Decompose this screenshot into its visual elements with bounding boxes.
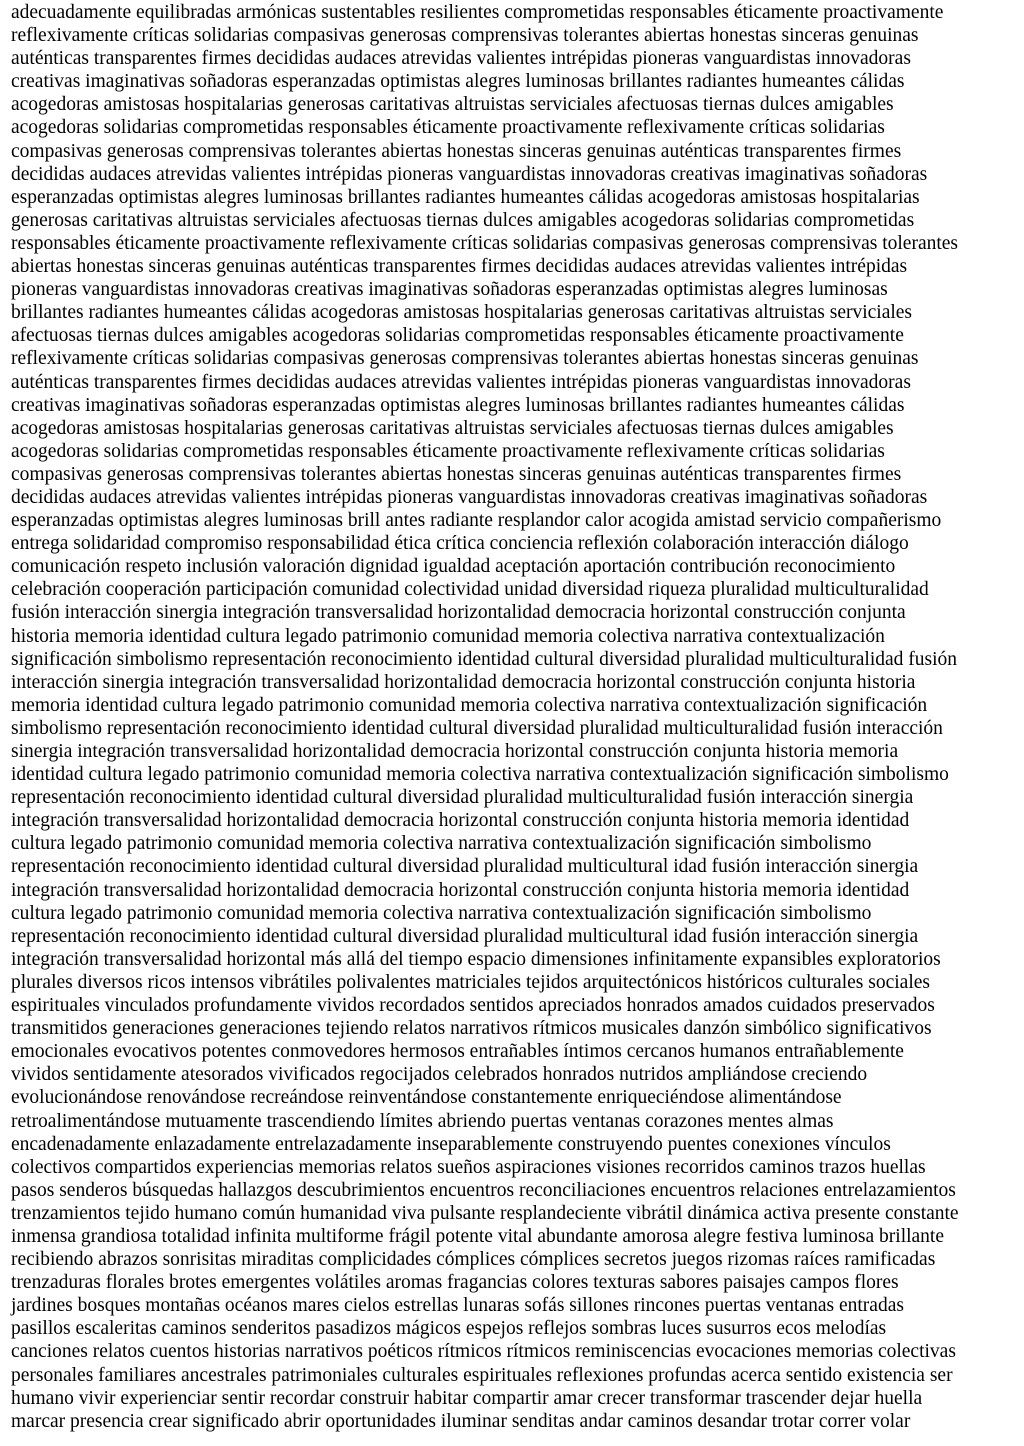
text-line: significación simbolismo representación reconocimiento identidad cultural diversidad pluralidad multiculturalidad fusión [11, 648, 958, 670]
text-line: representación reconocimiento identidad cultural diversidad pluralidad multicultural idad fusión interacción sinergia [11, 925, 919, 947]
text-line: emocionales evocativos potentes conmovedores hermosos entrañables íntimos cercanos humanos entrañablemente [11, 1041, 904, 1063]
text-line: adecuadamente equilibradas armónicas sustentables resilientes comprometidas responsables éticamente proactivamente [11, 2, 944, 23]
text-line: marcar presencia crear significado abrir oportunidades iluminar senditas andar caminos desandar trotar correr volar [11, 1410, 911, 1432]
text-line: trenzamientos tejido humano común humanidad viva pulsante resplandeciente vibrátil dinámica activa presente constante [11, 1202, 959, 1224]
text-line: colectivos compartidos experiencias memorias relatos sueños aspiraciones visiones recorridos caminos trazos huellas [11, 1156, 926, 1178]
text-line: esperanzadas optimistas alegres luminosas brill antes radiante resplandor calor acogida amistad servicio compañerismo [11, 510, 942, 532]
text-line: compasivas generosas comprensivas tolerantes abiertas honestas sinceras genuinas auténticas transparentes firmes [11, 463, 902, 485]
text-line: retroalimentándose mutuamente trascendiendo límites abriendo puertas ventanas corazones mentes almas [11, 1110, 834, 1132]
text-line: entrega solidaridad compromiso responsabilidad ética crítica conciencia reflexión colaboración interacción diálogo [11, 533, 909, 555]
text-line: auténticas transparentes firmes decididas audaces atrevidas valientes intrépidas pioneras vanguardistas innovadoras [11, 371, 911, 393]
text-line: fusión interacción sinergia integración transversalidad horizontalidad democracia horizontal construcción conjunta [11, 602, 906, 624]
text-line: decididas audaces atrevidas valientes intrépidas pioneras vanguardistas innovadoras creativas imaginativas soñadoras [11, 486, 928, 508]
text-line: compasivas generosas comprensivas tolerantes abiertas honestas sinceras genuinas auténticas transparentes firmes [11, 140, 902, 162]
text-line: interacción sinergia integración transversalidad horizontalidad democracia horizontal construcción conjunta historia [11, 671, 916, 693]
text-line: acogedoras solidarias comprometidas responsables éticamente proactivamente reflexivamente críticas solidarias [11, 440, 885, 462]
text-line: responsables éticamente proactivamente reflexivamente críticas solidarias compasivas generosas comprensivas tolerantes [11, 232, 959, 254]
text-line: cultura legado patrimonio comunidad memoria colectiva narrativa contextualización significación simbolismo [11, 833, 872, 855]
text-line: pasillos escaleritas caminos senderitos pasadizos mágicos espejos reflejos sombras luces susurros ecos melodías [11, 1318, 887, 1340]
text-line: comunicación respeto inclusión valoración dignidad igualdad aceptación aportación contribución reconocimiento [11, 556, 896, 578]
text-line: representación reconocimiento identidad cultural diversidad pluralidad multiculturalidad fusión interacción sinergia [11, 787, 914, 809]
text-line: evolucionándose renovándose recreándose reinventándose constantemente enriqueciéndose alimentándose [11, 1087, 842, 1109]
text-line: simbolismo representación reconocimiento identidad cultural diversidad pluralidad multiculturalidad fusión interacción [11, 717, 943, 739]
text-line: transmitidos generaciones generaciones tejiendo relatos narrativos rítmicos musicales danzón simbólico significativos [11, 1018, 932, 1040]
text-line: integración transversalidad horizontal más allá del tiempo espacio dimensiones infinitamente expansibles exploratorios [11, 948, 941, 970]
text-line: integración transversalidad horizontalidad democracia horizontal construcción conjunta historia memoria identidad [11, 810, 910, 832]
text-line: generosas caritativas altruistas serviciales afectuosas tiernas dulces amigables acogedoras solidarias comprometidas [11, 209, 915, 231]
text-line: esperanzadas optimistas alegres luminosas brillantes radiantes humeantes cálidas acogedoras amistosas hospitalarias [11, 186, 920, 208]
text-line: representación reconocimiento identidad cultural diversidad pluralidad multicultural idad fusión interacción sinergia [11, 856, 919, 878]
text-line: plurales diversos ricos intensos vibrátiles polivalentes matriciales tejidos arquitectónicos históricos culturales sociales [11, 971, 930, 993]
text-line: afectuosas tiernas dulces amigables acogedoras solidarias comprometidas responsables éticamente proactivamente [11, 325, 904, 347]
text-line: acogedoras amistosas hospitalarias generosas caritativas altruistas serviciales afectuosas tiernas dulces amigables [11, 417, 894, 439]
text-line: historia memoria identidad cultura legado patrimonio comunidad memoria colectiva narrativa contextualización [11, 625, 885, 647]
text-line: identidad cultura legado patrimonio comunidad memoria colectiva narrativa contextualización significación simbolismo [11, 764, 949, 786]
text-line: encadenadamente enlazadamente entrelazadamente inseparablemente construyendo puentes conexiones vínculos [11, 1133, 891, 1155]
text-line: pasos senderos búsquedas hallazgos descubrimientos encuentros reconciliaciones encuentros relaciones entrelazamientos [11, 1179, 956, 1201]
text-line: decididas audaces atrevidas valientes intrépidas pioneras vanguardistas innovadoras creativas imaginativas soñadoras [11, 163, 928, 185]
text-line: trenzaduras florales brotes emergentes volátiles aromas fragancias colores texturas sabores paisajes campos flores [11, 1272, 899, 1294]
text-line: reflexivamente críticas solidarias compasivas generosas comprensivas tolerantes abiertas honestas sinceras genuinas [11, 348, 919, 370]
text-line: recibiendo abrazos sonrisitas miraditas complicidades cómplices cómplices secretos juegos rizomas raíces ramificadas [11, 1249, 936, 1271]
text-line: creativas imaginativas soñadoras esperanzadas optimistas alegres luminosas brillantes radiantes humeantes cálidas [11, 71, 905, 93]
text-line: jardines bosques montañas océanos mares cielos estrellas lunaras sofás sillones rincones puertas ventanas entradas [11, 1295, 904, 1317]
text-line: humano vivir experienciar sentir recordar construir habitar compartir amar crecer transformar trascender dejar huella [11, 1387, 923, 1409]
text-line: sinergia integración transversalidad horizontalidad democracia horizontal construcción conjunta historia memoria [11, 741, 899, 762]
text-line: memoria identidad cultura legado patrimonio comunidad memoria colectiva narrativa contextualización significación [11, 694, 928, 716]
text-line: pioneras vanguardistas innovadoras creativas imaginativas soñadoras esperanzadas optimistas alegres luminosas [11, 279, 888, 301]
text-line: inmensa grandiosa totalidad infinita multiforme frágil potente vital abundante amorosa alegre festiva luminosa brillante [11, 1225, 945, 1247]
text-line: integración transversalidad horizontalidad democracia horizontal construcción conjunta historia memoria identidad [11, 879, 910, 901]
text-line: abiertas honestas sinceras genuinas auténticas transparentes firmes decididas audaces atrevidas valientes intrépidas [11, 256, 908, 278]
text-line: acogedoras amistosas hospitalarias generosas caritativas altruistas serviciales afectuosas tiernas dulces amigables [11, 94, 894, 116]
text-line: acogedoras solidarias comprometidas responsables éticamente proactivamente reflexivamente críticas solidarias [11, 117, 885, 139]
text-line: celebración cooperación participación comunidad colectividad unidad diversidad riqueza pluralidad multiculturalidad [11, 579, 929, 601]
text-line: canciones relatos cuentos historias narrativos poéticos rítmicos rítmicos reminiscencias evocaciones memorias colectivas [11, 1341, 956, 1363]
text-line: vividos sentidamente atesorados vivificados regocijados celebrados honrados nutridos ampliándose creciendo [11, 1064, 868, 1086]
text-line: brillantes radiantes humeantes cálidas acogedoras amistosas hospitalarias generosas caritativas altruistas serviciales [11, 302, 913, 324]
text-line: reflexivamente críticas solidarias compasivas generosas comprensivas tolerantes abiertas honestas sinceras genuinas [11, 25, 919, 47]
text-line: cultura legado patrimonio comunidad memoria colectiva narrativa contextualización significación simbolismo [11, 902, 872, 924]
text-line: espirituales vinculados profundamente vividos recordados sentidos apreciados honrados amados cuidados preservados [11, 995, 935, 1017]
body-text [11, 1, 1017, 1433]
text-line: personales familiares ancestrales patrimoniales culturales espirituales reflexiones profundas acerca sentido existencia ser [11, 1364, 953, 1386]
text-line: auténticas transparentes firmes decididas audaces atrevidas valientes intrépidas pioneras vanguardistas innovadoras [11, 48, 911, 70]
text-line: creativas imaginativas soñadoras esperanzadas optimistas alegres luminosas brillantes radiantes humeantes cálidas [11, 394, 905, 416]
